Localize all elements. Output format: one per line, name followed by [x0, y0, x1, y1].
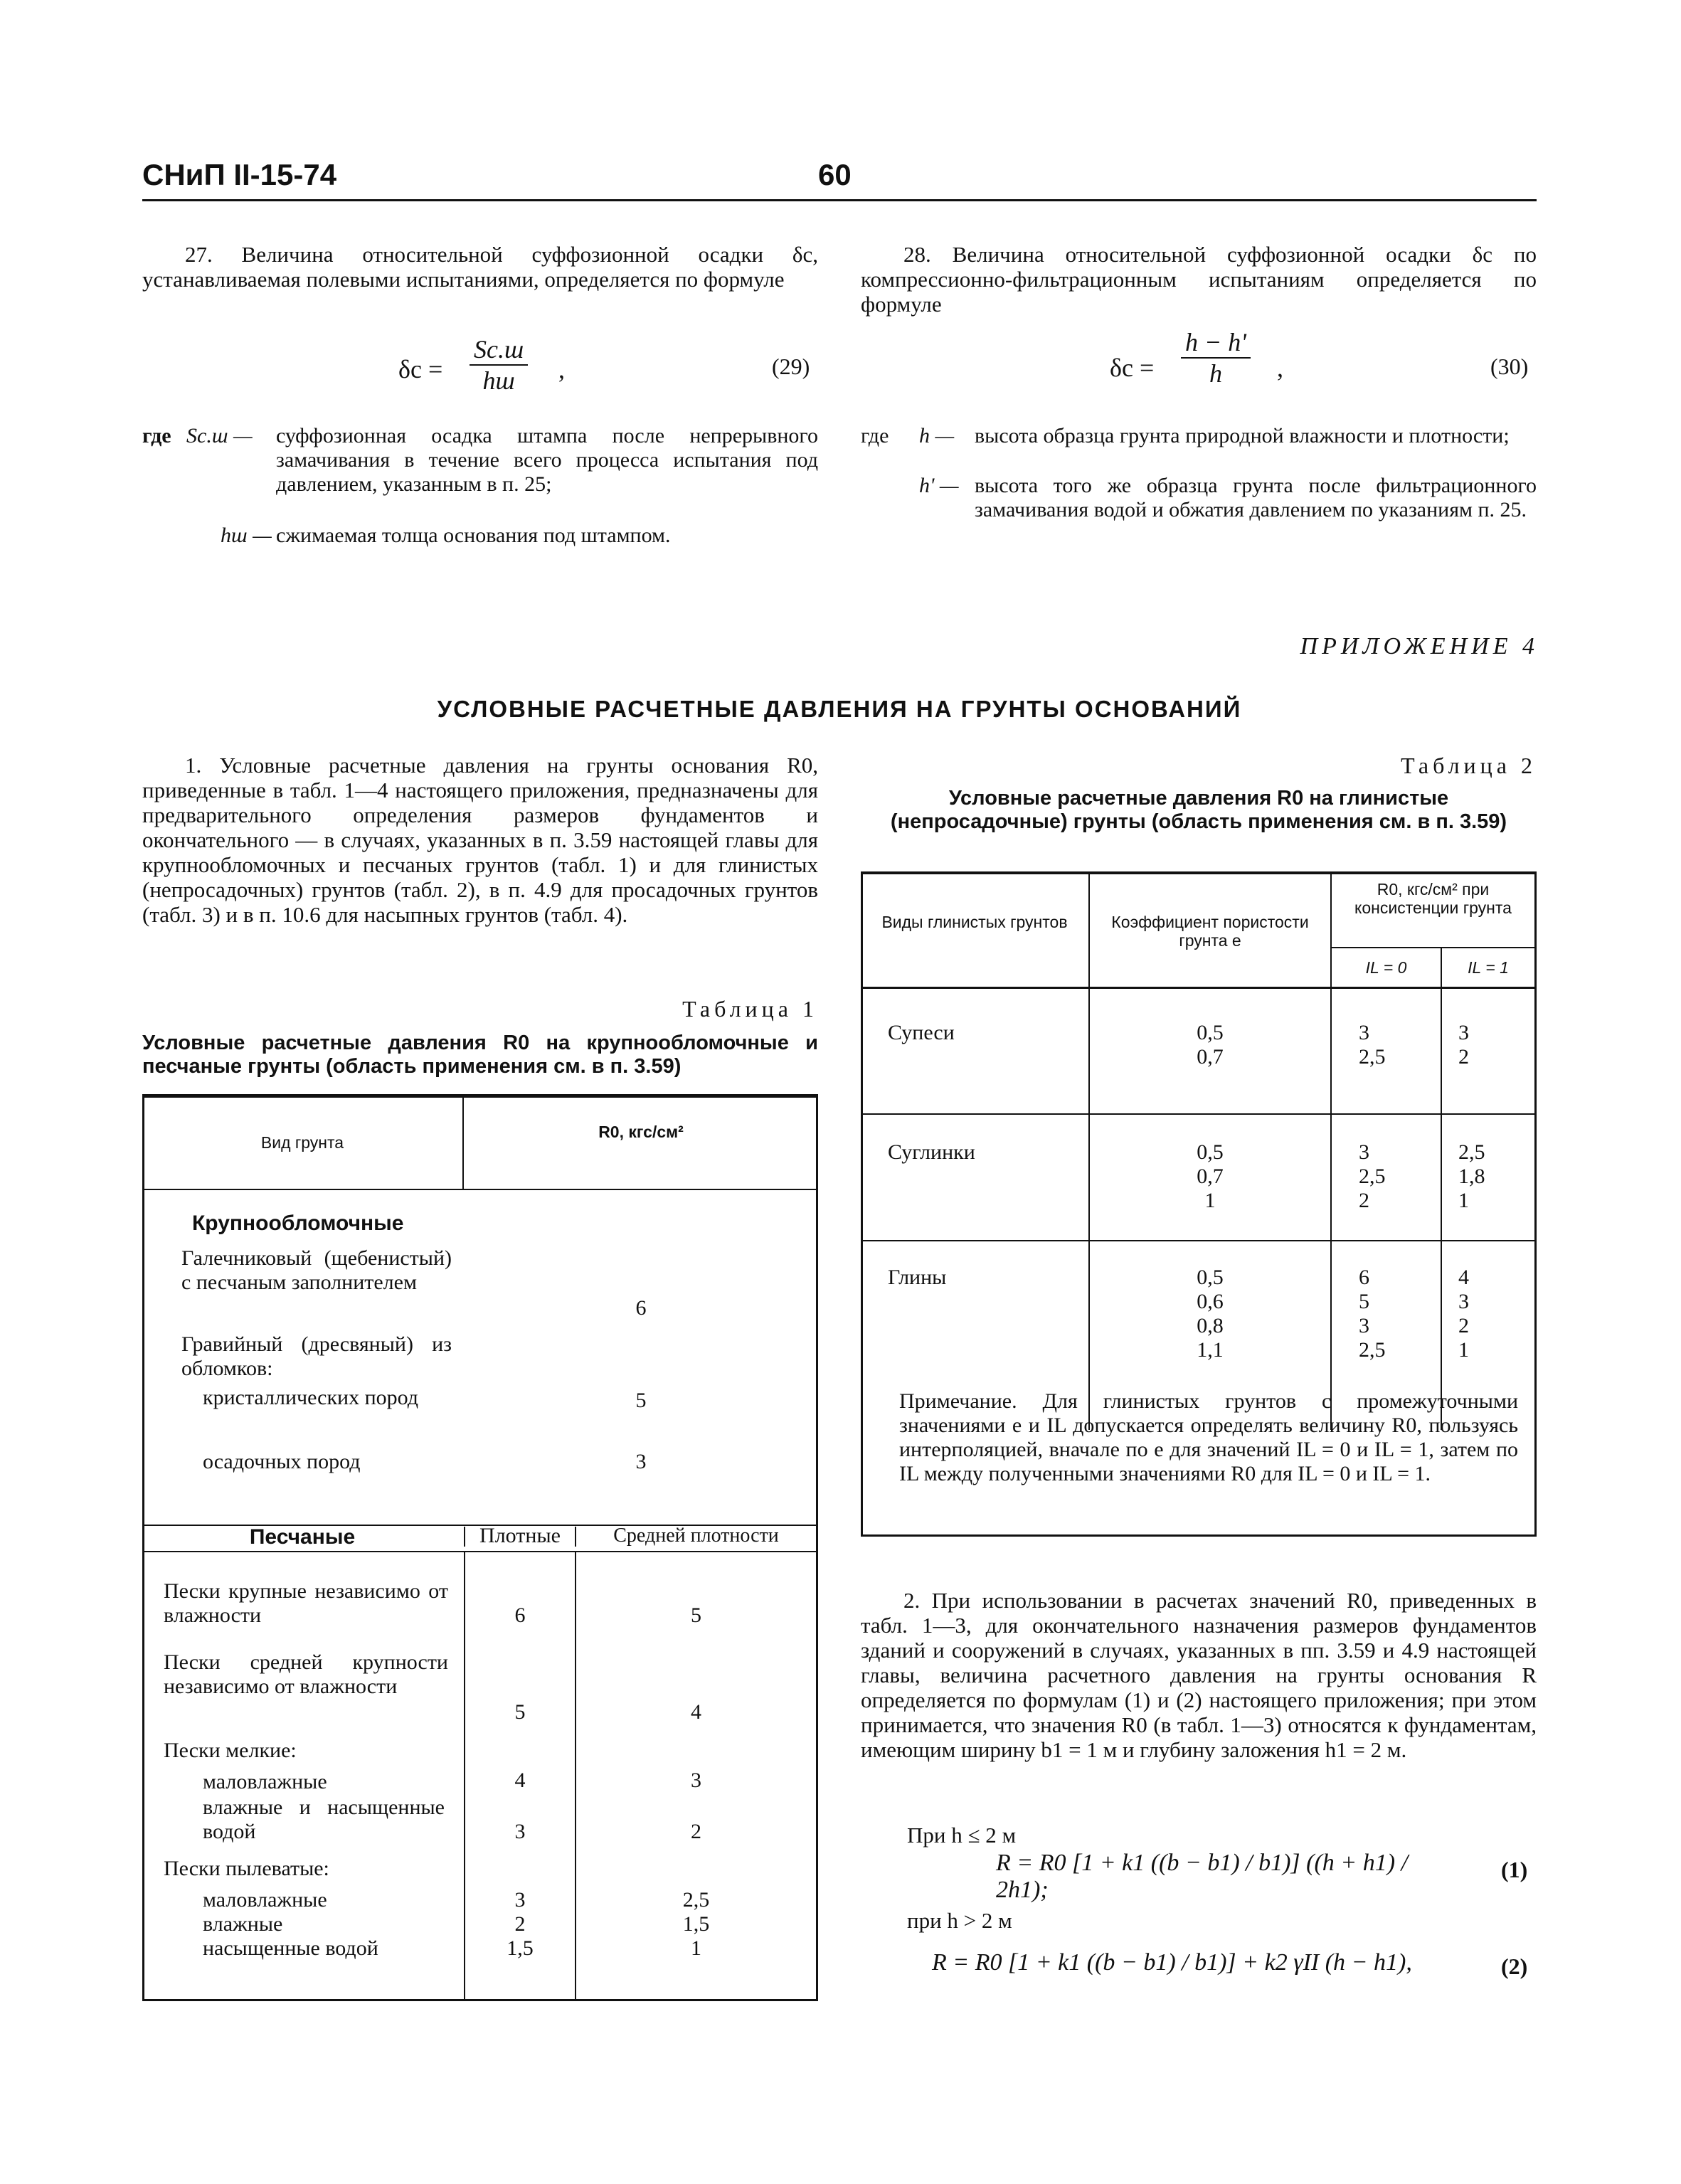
- table-1-row-dense: 6: [514, 1603, 526, 1627]
- table-1-row-medium: 3: [691, 1769, 701, 1792]
- def-text: высота того же образца грунта после фильтрационного замачивания водой и обжатия давлением по указаниям п. 25.: [975, 474, 1537, 521]
- table-1-group-coarse: Крупнообломочные: [192, 1212, 404, 1235]
- formula-29-comma: ,: [558, 355, 565, 383]
- table-2-row-il1: 2,5 1,8 1: [1458, 1140, 1485, 1212]
- table-1-row-medium: 2: [691, 1820, 701, 1843]
- formula-30: [1110, 327, 1394, 398]
- table-1-row-dense: 3: [514, 1820, 526, 1843]
- def-symbol: hш —: [221, 524, 272, 547]
- formula-29-denominator: hш: [482, 366, 515, 395]
- table-2-row-e: 0,5 0,7 1: [1197, 1140, 1224, 1212]
- table-1-title: Условные расчетные давления R0 на крупнообломочные и песчаные грунты (область применения см. в п. 3.59): [142, 1032, 818, 1078]
- table-2-col-il1: IL = 1: [1468, 958, 1509, 977]
- formula-30-comma: ,: [1277, 354, 1283, 382]
- table-2-row-il0: 3 2,5 2: [1359, 1140, 1386, 1212]
- table-2-row-il1: 3 2: [1458, 1021, 1469, 1069]
- table-2-row-e: 0,5 0,7: [1197, 1021, 1224, 1069]
- table-1-row-medium: 4: [691, 1700, 701, 1724]
- table-1-row-dense: 2: [514, 1912, 526, 1936]
- table-1: [142, 1094, 818, 2001]
- def-symbol: h —: [919, 424, 955, 447]
- table-1-row-medium: 5: [691, 1603, 701, 1627]
- table-1-row-name: Пески средней крупности независимо от влажности: [164, 1650, 448, 1698]
- paragraph-1: 1. Условные расчетные давления на грунты основания R0, приведенные в табл. 1—4 настоящего приложения, предназначены для предварительного определения размеров фундаментов и окончательного — в случаях, указанных в п. 3.59 настоящей главы для крупнообломочных и песчаных грунтов (табл. 1) и для глинистых (непросадочных) грунтов (табл. 2), в п. 4.9 для просадочных грунтов (табл. 3) и в п. 10.6 для насыпных грунтов (табл. 4).: [142, 753, 818, 927]
- table-1-row-name: Пески крупные независимо от влажности: [164, 1579, 448, 1627]
- formula-29: [398, 334, 683, 405]
- where-label: где: [142, 424, 171, 447]
- formula-1: R = R0 [1 + k1 ((b − b1) / b1)] ((h + h1) / 2h1);: [996, 1850, 1409, 1903]
- formula-29-lhs: δс =: [398, 355, 443, 383]
- table-1-row-value: 3: [635, 1450, 647, 1473]
- item-27-def-2: [142, 524, 818, 552]
- table-1-row-name: маловлажные: [203, 1770, 327, 1793]
- header-rule: [142, 199, 1537, 201]
- table-1-row-name: Пески пылеватые:: [164, 1857, 329, 1880]
- formula-29-numerator: Sс.ш: [470, 334, 528, 366]
- table-1-row-medium: 1,5: [682, 1912, 710, 1936]
- table-1-row-dense: 5: [514, 1700, 526, 1724]
- table-2-row-il1: 4 3 2 1: [1458, 1266, 1469, 1362]
- def-text: суффозионная осадка штампа после непрерывного замачивания в течение всего процесса испытания под давлением, указанным в п. 25;: [276, 424, 818, 496]
- table-1-row-dense: 3: [514, 1888, 526, 1912]
- table-2-row-name: Глины: [888, 1266, 947, 1289]
- table-1-row-value: 5: [635, 1389, 647, 1412]
- formula-30-denominator: h: [1209, 359, 1222, 388]
- table-2-row-il0: 6 5 3 2,5: [1359, 1266, 1386, 1362]
- table-1-row-medium: 2,5: [682, 1888, 710, 1912]
- item-28-def-2: [861, 474, 1537, 552]
- table-1-row-value: 6: [635, 1296, 647, 1320]
- table-1-col-medium: Средней плотности: [613, 1525, 779, 1547]
- table-2-label: Таблица 2: [1401, 753, 1537, 778]
- table-2-note: Примечание. Для глинистых грунтов с промежуточными значениями e и IL допускается определять величину R0, пользуясь интерполяцией, вначале по e для значений IL = 0 и IL = 1, затем по IL между полученными значениями R0 для IL = 0 и IL = 1.: [899, 1389, 1518, 1485]
- table-2-col-r0: R0, кгс/см² при консистенции грунта: [1354, 880, 1512, 917]
- formula-30-numerator: h − h': [1181, 327, 1251, 359]
- table-1-row-name: влажные: [203, 1912, 283, 1936]
- table-2-row-il0: 3 2,5: [1359, 1021, 1386, 1069]
- condition-1: При h ≤ 2 м: [907, 1823, 1017, 1848]
- table-1-row-name: Галечниковый (щебенистый) с песчаным заполнителем: [181, 1246, 452, 1294]
- eq-number-29: (29): [772, 354, 810, 379]
- document-code: СНиП II-15-74: [142, 158, 337, 191]
- table-2-col-e: Коэффициент пористости грунта e: [1111, 913, 1309, 950]
- item-28-text: 28. Величина относительной суффозионной осадки δс по компрессионно-фильтрационным испытаниям определяется по формуле: [861, 242, 1537, 317]
- eq-number-30: (30): [1490, 354, 1529, 379]
- table-2-col-il0: IL = 0: [1365, 958, 1407, 977]
- table-1-col-dense: Плотные: [479, 1524, 561, 1547]
- def-symbol: Sс.ш —: [186, 424, 253, 447]
- formula-30-lhs: δс =: [1110, 354, 1155, 382]
- formula-2: R = R0 [1 + k1 ((b − b1) / b1)] + k2 γII (h − h1),: [932, 1949, 1412, 1976]
- table-2-row-e: 0,5 0,6 0,8 1,1: [1197, 1266, 1224, 1362]
- table-1-row-medium: 1: [691, 1936, 701, 1960]
- item-28-def-1: [861, 424, 1537, 481]
- appendix-label: ПРИЛОЖЕНИЕ 4: [1300, 633, 1539, 659]
- def-text: высота образца грунта природной влажности и плотности;: [975, 424, 1510, 447]
- def-text: сжимаемая толща основания под штампом.: [276, 524, 671, 547]
- table-1-row-name: Гравийный (дресвяный) из обломков:: [181, 1332, 452, 1380]
- table-1-row-name: насыщенные водой: [203, 1936, 378, 1960]
- table-2-row-name: Супеси: [888, 1021, 955, 1044]
- formula-30-fraction: [1181, 327, 1251, 388]
- table-1-row-name: осадочных пород: [203, 1450, 361, 1473]
- table-1-col-soil: Вид грунта: [260, 1133, 344, 1152]
- section-title: УСЛОВНЫЕ РАСЧЕТНЫЕ ДАВЛЕНИЯ НА ГРУНТЫ ОСНОВАНИЙ: [437, 696, 1242, 722]
- eq-number-1: (1): [1501, 1857, 1528, 1882]
- condition-2: при h > 2 м: [907, 1908, 1012, 1933]
- table-2-title: Условные расчетные давления R0 на глинистые (непросадочные) грунты (область применения см. в п. 3.59): [890, 787, 1507, 833]
- def-symbol: h' —: [919, 474, 959, 497]
- table-1-row-name: влажные и насыщенные водой: [203, 1796, 445, 1843]
- table-1-label: Таблица 1: [682, 996, 818, 1022]
- table-1-row-name: маловлажные: [203, 1888, 327, 1912]
- eq-number-2: (2): [1501, 1954, 1528, 1979]
- table-1-col-r0: R0, кгс/см²: [598, 1123, 684, 1141]
- where-label: где: [861, 424, 889, 447]
- table-2-row-name: Суглинки: [888, 1140, 975, 1164]
- table-1-group-sand: Песчаные: [249, 1525, 356, 1549]
- page-number: 60: [818, 158, 852, 191]
- table-1-row-name: Пески мелкие:: [164, 1739, 297, 1762]
- item-27-text: 27. Величина относительной суффозионной осадки δс, устанавливаемая полевыми испытаниями, определяется по формуле: [142, 242, 818, 292]
- formula-29-fraction: [470, 334, 528, 396]
- item-27-def-1: [142, 424, 818, 496]
- paragraph-2: 2. При использовании в расчетах значений R0, приведенных в табл. 1—3, для окончательного назначения размеров фундаментов зданий и сооружений в случаях, указанных в пп. 3.59 и 4.9 настоящей главы, величина расчетного давления на грунты основания R определяется по формулам (1) и (2) настоящего приложения; при этом принимается, что значения R0 (в табл. 1—3) относятся к фундаментам, имеющим ширину b1 = 1 м и глубину заложения h1 = 2 м.: [861, 1588, 1537, 1762]
- table-1-row-name: кристаллических пород: [203, 1386, 419, 1409]
- table-1-row-dense: 1,5: [507, 1936, 534, 1960]
- table-1-row-dense: 4: [514, 1769, 526, 1792]
- table-2-col-type: Виды глинистых грунтов: [881, 913, 1068, 931]
- table-2: [861, 871, 1537, 1537]
